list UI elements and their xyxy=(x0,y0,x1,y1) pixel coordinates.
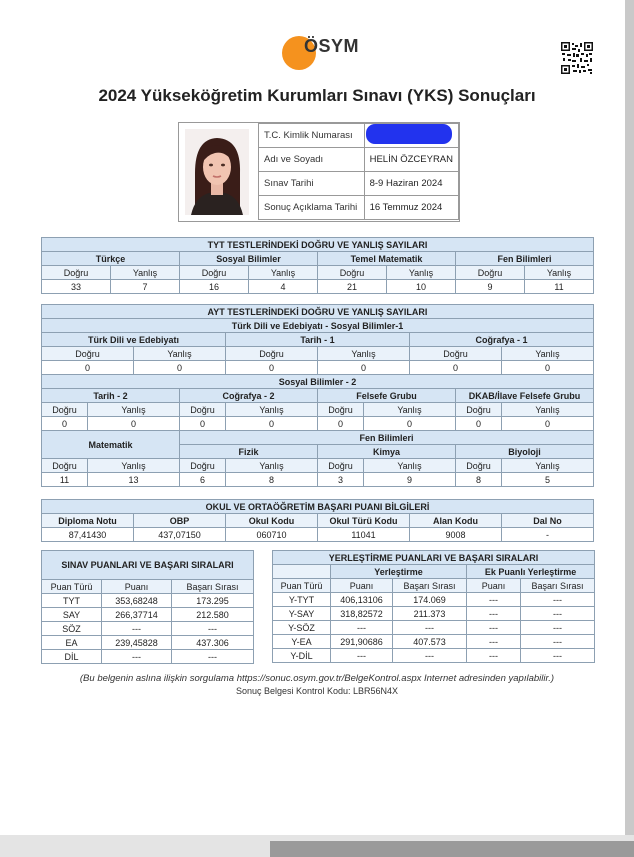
yanlis-header: Yanlış xyxy=(502,459,594,473)
subject-name: Fizik xyxy=(180,445,318,459)
puan: 353,68248 xyxy=(102,594,172,608)
puan-turu: Y-TYT xyxy=(273,593,331,607)
verification-note: (Bu belgenin aslına ilişkin sorgulama https://sonuc.osym.gov.tr/BelgeKontrol.aspx Internet adresinden yapılabilir.) xyxy=(79,673,555,684)
dogru-header: Doğru xyxy=(318,459,364,473)
okul-value: 11041 xyxy=(318,528,410,542)
sinav-table xyxy=(41,550,254,664)
yerlestirme-header: Puanı xyxy=(467,579,521,593)
okul-value: - xyxy=(502,528,594,542)
identity-row xyxy=(259,172,459,196)
identity-value xyxy=(364,124,458,148)
dogru-value: 0 xyxy=(226,361,318,375)
yanlis-value: 7 xyxy=(111,280,180,294)
sinav-row xyxy=(42,650,254,664)
yanlis-header: Yanlış xyxy=(249,266,318,280)
puan-turu: Y-SAY xyxy=(273,607,331,621)
sinav-row xyxy=(42,622,254,636)
ek-basari-sirasi: --- xyxy=(521,593,595,607)
yanlis-header: Yanlış xyxy=(88,403,180,417)
puan: --- xyxy=(331,621,393,635)
ek-puan: --- xyxy=(467,593,521,607)
subject-name: Tarih - 2 xyxy=(42,389,180,403)
yanlis-header: Yanlış xyxy=(226,459,318,473)
ayt-table xyxy=(41,304,594,487)
ek-basari-sirasi: --- xyxy=(521,621,595,635)
subject-name: Kimya xyxy=(318,445,456,459)
control-code: Sonuç Belgesi Kontrol Kodu: LBR56N4X xyxy=(235,686,399,696)
yerlestirme-header: Puan Türü xyxy=(273,579,331,593)
ek-basari-sirasi: --- xyxy=(521,607,595,621)
dogru-header: Doğru xyxy=(226,347,318,361)
puan-turu: SAY xyxy=(42,608,102,622)
okul-header: Alan Kodu xyxy=(410,514,502,528)
dogru-value: 11 xyxy=(42,473,88,487)
basari-sirasi: 174.069 xyxy=(393,593,467,607)
puan: 406,13106 xyxy=(331,593,393,607)
sinav-header: Puan Türü xyxy=(42,580,102,594)
yanlis-header: Yanlış xyxy=(134,347,226,361)
page-title: 2024 Yükseköğretim Kurumları Sınavı (YKS) Sonuçları xyxy=(98,86,536,105)
identity-value: HELİN ÖZCEYRAN xyxy=(364,148,458,172)
yerlestirme-row xyxy=(273,607,595,621)
dogru-value: 33 xyxy=(42,280,111,294)
subject-name: Coğrafya - 1 xyxy=(410,333,594,347)
sinav-row xyxy=(42,608,254,622)
puan-turu: EA xyxy=(42,636,102,650)
okul-header: Okul Kodu xyxy=(226,514,318,528)
dogru-header: Doğru xyxy=(456,403,502,417)
basari-sirasi: 437.306 xyxy=(172,636,254,650)
yanlis-header: Yanlış xyxy=(226,403,318,417)
subject-name: Felsefe Grubu xyxy=(318,389,456,403)
sinav-title: SINAV PUANLARI VE BAŞARI SIRALARI xyxy=(42,551,254,580)
puan-turu: TYT xyxy=(42,594,102,608)
ayt-title: AYT TESTLERİNDEKİ DOĞRU VE YANLIŞ SAYILARI xyxy=(42,305,594,319)
redaction-mark xyxy=(366,124,452,144)
ek-puan: --- xyxy=(467,635,521,649)
tyt-table xyxy=(41,237,594,294)
dogru-value: 0 xyxy=(410,361,502,375)
dogru-header: Doğru xyxy=(42,403,88,417)
yanlis-value: 10 xyxy=(387,280,456,294)
subject-name: Biyoloji xyxy=(456,445,594,459)
osym-logo-text: ÖSYM xyxy=(304,36,360,56)
okul-table xyxy=(41,499,594,542)
ayt-group-title: Sosyal Bilimler - 2 xyxy=(42,375,594,389)
identity-value: 16 Temmuz 2024 xyxy=(364,196,458,220)
yanlis-value: 8 xyxy=(226,473,318,487)
ayt-group-title: Fen Bilimleri xyxy=(180,431,594,445)
ek-puan: --- xyxy=(467,607,521,621)
yerlestirme-row xyxy=(273,635,595,649)
sinav-row xyxy=(42,636,254,650)
basari-sirasi: 173.295 xyxy=(172,594,254,608)
puan: 266,37714 xyxy=(102,608,172,622)
puan-turu: SÖZ xyxy=(42,622,102,636)
sinav-row xyxy=(42,594,254,608)
dogru-header: Doğru xyxy=(180,266,249,280)
basari-sirasi: --- xyxy=(172,650,254,664)
dogru-value: 0 xyxy=(180,417,226,431)
ek-puan: --- xyxy=(467,649,521,663)
subject-name: Coğrafya - 2 xyxy=(180,389,318,403)
yanlis-header: Yanlış xyxy=(502,347,594,361)
identity-table xyxy=(258,123,459,220)
okul-header: Okul Türü Kodu xyxy=(318,514,410,528)
qr-code-icon xyxy=(561,42,593,74)
subject-name: Türkçe xyxy=(42,252,180,266)
subject-name: Sosyal Bilimler xyxy=(180,252,318,266)
bottom-bar-shade xyxy=(270,841,634,857)
basari-sirasi: --- xyxy=(172,622,254,636)
sinav-header: Başarı Sırası xyxy=(172,580,254,594)
basari-sirasi: 211.373 xyxy=(393,607,467,621)
puan: 318,82572 xyxy=(331,607,393,621)
puan-turu: DİL xyxy=(42,650,102,664)
dogru-header: Doğru xyxy=(42,459,88,473)
subject-name: Tarih - 1 xyxy=(226,333,410,347)
yanlis-value: 13 xyxy=(88,473,180,487)
okul-value: 87,41430 xyxy=(42,528,134,542)
identity-label: Sınav Tarihi xyxy=(259,172,365,196)
yerlestirme-group: Yerleştirme xyxy=(331,565,467,579)
subject-name: Fen Bilimleri xyxy=(456,252,594,266)
puan: --- xyxy=(102,622,172,636)
dogru-value: 0 xyxy=(42,361,134,375)
yanlis-value: 0 xyxy=(134,361,226,375)
dogru-header: Doğru xyxy=(456,459,502,473)
yanlis-value: 0 xyxy=(226,417,318,431)
identity-row xyxy=(259,148,459,172)
yerlestirme-table xyxy=(272,550,595,663)
yerlestirme-header: Başarı Sırası xyxy=(393,579,467,593)
yerlestirme-row xyxy=(273,649,595,663)
ayt-group-title: Türk Dili ve Edebiyatı - Sosyal Bilimler-1 xyxy=(42,319,594,333)
basari-sirasi: --- xyxy=(393,649,467,663)
yanlis-value: 0 xyxy=(364,417,456,431)
candidate-photo xyxy=(185,129,249,215)
ek-puanli-group: Ek Puanlı Yerleştirme xyxy=(467,565,595,579)
subject-name: Matematik xyxy=(42,431,180,459)
dogru-value: 3 xyxy=(318,473,364,487)
okul-header: Diploma Notu xyxy=(42,514,134,528)
yanlis-value: 0 xyxy=(318,361,410,375)
dogru-value: 9 xyxy=(456,280,525,294)
tyt-title: TYT TESTLERİNDEKİ DOĞRU VE YANLIŞ SAYILARI xyxy=(42,238,594,252)
identity-label: Adı ve Soyadı xyxy=(259,148,365,172)
puan: --- xyxy=(331,649,393,663)
basari-sirasi: --- xyxy=(393,621,467,635)
yerlestirme-row xyxy=(273,593,595,607)
dogru-value: 16 xyxy=(180,280,249,294)
puan-turu: Y-DİL xyxy=(273,649,331,663)
okul-header: OBP xyxy=(134,514,226,528)
yerlestirme-title: YERLEŞTİRME PUANLARI VE BAŞARI SIRALARI xyxy=(273,551,595,565)
dogru-header: Doğru xyxy=(410,347,502,361)
dogru-header: Doğru xyxy=(180,403,226,417)
okul-value: 437,07150 xyxy=(134,528,226,542)
page-edge xyxy=(625,0,634,857)
dogru-value: 8 xyxy=(456,473,502,487)
yanlis-header: Yanlış xyxy=(525,266,594,280)
okul-value: 060710 xyxy=(226,528,318,542)
bottom-bar xyxy=(0,835,634,857)
ek-basari-sirasi: --- xyxy=(521,649,595,663)
empty-cell xyxy=(273,565,331,579)
identity-row xyxy=(259,124,459,148)
subject-name: Temel Matematik xyxy=(318,252,456,266)
dogru-header: Doğru xyxy=(42,347,134,361)
subject-name: Türk Dili ve Edebiyatı xyxy=(42,333,226,347)
subject-name: DKAB/İlave Felsefe Grubu xyxy=(456,389,594,403)
yanlis-header: Yanlış xyxy=(387,266,456,280)
dogru-value: 0 xyxy=(456,417,502,431)
yanlis-value: 5 xyxy=(502,473,594,487)
yanlis-value: 11 xyxy=(525,280,594,294)
yerlestirme-row xyxy=(273,621,595,635)
ek-puan: --- xyxy=(467,621,521,635)
dogru-value: 6 xyxy=(180,473,226,487)
yanlis-header: Yanlış xyxy=(88,459,180,473)
puan: 239,45828 xyxy=(102,636,172,650)
identity-box xyxy=(178,122,460,222)
yanlis-value: 4 xyxy=(249,280,318,294)
yanlis-header: Yanlış xyxy=(364,459,456,473)
dogru-header: Doğru xyxy=(180,459,226,473)
dogru-header: Doğru xyxy=(318,403,364,417)
basari-sirasi: 212.580 xyxy=(172,608,254,622)
yanlis-header: Yanlış xyxy=(502,403,594,417)
yanlis-header: Yanlış xyxy=(111,266,180,280)
identity-row xyxy=(259,196,459,220)
yerlestirme-header: Puanı xyxy=(331,579,393,593)
dogru-header: Doğru xyxy=(318,266,387,280)
yanlis-header: Yanlış xyxy=(364,403,456,417)
dogru-value: 0 xyxy=(318,417,364,431)
ek-basari-sirasi: --- xyxy=(521,635,595,649)
yanlis-header: Yanlış xyxy=(318,347,410,361)
dogru-value: 0 xyxy=(42,417,88,431)
yanlis-value: 9 xyxy=(364,473,456,487)
identity-label: Sonuç Açıklama Tarihi xyxy=(259,196,365,220)
sinav-header: Puanı xyxy=(102,580,172,594)
basari-sirasi: 407.573 xyxy=(393,635,467,649)
identity-label: T.C. Kimlik Numarası xyxy=(259,124,365,148)
okul-header: Dal No xyxy=(502,514,594,528)
yanlis-value: 0 xyxy=(502,417,594,431)
puan: 291,90686 xyxy=(331,635,393,649)
dogru-header: Doğru xyxy=(42,266,111,280)
yanlis-value: 0 xyxy=(88,417,180,431)
identity-value: 8-9 Haziran 2024 xyxy=(364,172,458,196)
puan: --- xyxy=(102,650,172,664)
dogru-header: Doğru xyxy=(456,266,525,280)
okul-value: 9008 xyxy=(410,528,502,542)
okul-title: OKUL VE ORTAÖĞRETİM BAŞARI PUANI BİLGİLERİ xyxy=(42,500,594,514)
dogru-value: 21 xyxy=(318,280,387,294)
puan-turu: Y-EA xyxy=(273,635,331,649)
puan-turu: Y-SÖZ xyxy=(273,621,331,635)
yanlis-value: 0 xyxy=(502,361,594,375)
yerlestirme-header: Başarı Sırası xyxy=(521,579,595,593)
